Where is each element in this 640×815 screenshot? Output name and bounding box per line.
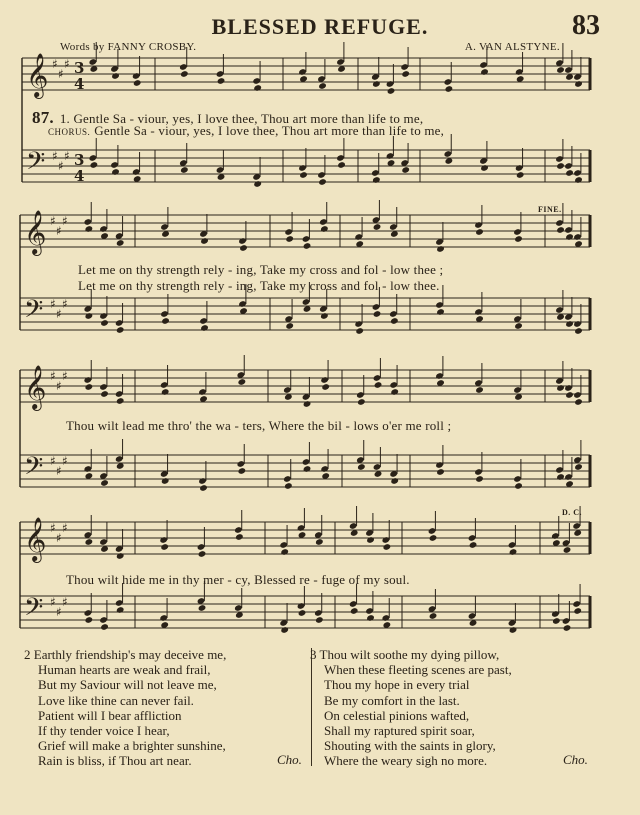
note-head — [383, 543, 392, 551]
note-head — [373, 310, 382, 318]
note-head — [303, 400, 312, 408]
note-head — [238, 378, 247, 386]
note-head — [475, 386, 484, 394]
note-head — [298, 609, 307, 617]
time-signature: 3 — [74, 151, 85, 169]
bass-clef: 𝄢 — [24, 593, 44, 628]
verse-3-chorus-cue: Cho. — [563, 752, 588, 767]
sharp-sign: ♯ — [56, 605, 62, 619]
note-head — [469, 541, 478, 549]
note-head — [315, 616, 324, 624]
bass-clef: 𝄢 — [24, 295, 44, 330]
note-head — [239, 244, 248, 252]
lyric-verse1-line1: 87. 1. Gentle Sa - viour, yes, I love thee, Thou art more than life to me, — [32, 108, 424, 127]
note-head — [320, 312, 329, 320]
verse-3-line: Shall my raptured spirit soar, — [324, 723, 475, 739]
note-head — [373, 223, 382, 231]
note-head — [436, 308, 445, 316]
note-head — [180, 70, 189, 78]
verse-3-line: Thou wilt soothe my dying pillow, — [319, 647, 500, 662]
sharp-sign: ♯ — [58, 159, 64, 173]
note-head — [198, 604, 207, 612]
note-head — [320, 225, 329, 233]
note-head — [514, 482, 523, 490]
note-head — [85, 225, 94, 233]
note-head — [514, 235, 523, 243]
chorus-label: CHORUS. — [48, 127, 91, 137]
note-head — [116, 326, 125, 334]
sharp-sign: ♯ — [62, 454, 68, 468]
note-head — [318, 82, 327, 90]
sharp-sign: ♯ — [56, 531, 62, 545]
note-head — [200, 237, 209, 245]
note-head — [372, 80, 381, 88]
hymn-number: 87. — [32, 108, 54, 127]
note-head — [100, 319, 109, 327]
sharp-sign: ♯ — [56, 464, 62, 478]
bass-clef: 𝄢 — [24, 452, 44, 487]
note-head — [355, 327, 364, 335]
verse-3-line: Be my comfort in the last. — [324, 692, 460, 708]
note-head — [200, 324, 209, 332]
note-head — [436, 468, 445, 476]
note-head — [390, 477, 399, 485]
sharp-sign: ♯ — [50, 454, 56, 468]
note-head — [565, 233, 574, 241]
note-head — [429, 534, 438, 542]
note-head — [160, 543, 169, 551]
note-head — [299, 171, 308, 179]
verse-3-line: On celestial pinions wafted, — [324, 707, 470, 723]
note-head — [161, 477, 170, 485]
note-head — [238, 467, 247, 475]
note-head — [180, 166, 189, 174]
note-head — [116, 606, 125, 614]
sharp-sign: ♯ — [64, 57, 70, 71]
note-head — [198, 550, 207, 558]
sharp-sign: ♯ — [62, 369, 68, 383]
note-head — [100, 623, 109, 631]
sharp-sign: ♯ — [50, 369, 56, 383]
verse-2-line: Earthly friendship's may deceive me, — [33, 647, 227, 662]
note-head — [574, 327, 583, 335]
note-head — [372, 176, 381, 184]
sharp-sign: ♯ — [50, 214, 56, 228]
lyric-line2a: Let me on thy strength rely - ing, Take my cross and fol - low thee ; — [78, 262, 444, 277]
sharp-sign: ♯ — [62, 214, 68, 228]
note-head — [280, 626, 289, 634]
lyric-chorus-line1: CHORUS. Gentle Sa - viour, yes, I love thee, Thou art more than life to me, — [48, 123, 445, 138]
note-head — [199, 484, 208, 492]
verse-2-line: Rain is bliss, if Thou art near. — [38, 753, 192, 769]
verse-3-number: 3 — [310, 647, 317, 662]
note-head — [85, 383, 94, 391]
treble-clef: 𝄞 — [24, 365, 47, 409]
note-head — [509, 626, 518, 634]
note-head — [552, 617, 561, 625]
note-head — [390, 388, 399, 396]
note-head — [480, 164, 489, 172]
note-head — [556, 473, 565, 481]
note-head — [445, 85, 454, 93]
time-signature: 4 — [74, 75, 85, 93]
note-head — [374, 381, 383, 389]
note-head — [366, 614, 375, 622]
note-head — [475, 228, 484, 236]
verse-2-line: Patient will I bear affliction — [38, 707, 182, 723]
note-head — [315, 538, 324, 546]
dc-mark: D. C. — [562, 508, 583, 517]
treble-clef: 𝄞 — [26, 53, 49, 97]
note-head — [217, 77, 226, 85]
sharp-sign: ♯ — [52, 149, 58, 163]
note-head — [116, 239, 125, 247]
note-head — [574, 398, 583, 406]
verse-3-line: When these fleeting scenes are past, — [324, 662, 512, 678]
note-head — [116, 397, 125, 405]
sharp-sign: ♯ — [62, 595, 68, 609]
fine-mark: FINE. — [538, 205, 562, 214]
lyric-line2b: Let me on thy strength rely - ing, Take my cross and fol - low thee. — [78, 278, 440, 293]
sharp-sign: ♯ — [50, 595, 56, 609]
sharp-sign: ♯ — [52, 57, 58, 71]
sharp-sign: ♯ — [64, 149, 70, 163]
note-head — [133, 79, 142, 87]
page-number: 83 — [572, 10, 600, 41]
note-head — [111, 72, 120, 80]
note-head — [556, 226, 565, 234]
note-head — [480, 68, 489, 76]
note-head — [100, 390, 109, 398]
note-head — [285, 322, 294, 330]
note-head — [85, 616, 94, 624]
note-head — [565, 169, 574, 177]
verse-3 — [310, 647, 512, 769]
sharp-sign: ♯ — [50, 521, 56, 535]
note-head — [475, 475, 484, 483]
note-head — [337, 161, 346, 169]
note-head — [556, 66, 565, 74]
verse-3-line: Thou my hope in every trial — [324, 677, 470, 693]
verse-2-chorus-cue: Cho. — [277, 752, 302, 767]
note-head — [574, 176, 583, 184]
verse-3-line: Shouting with the saints in glory, — [324, 738, 496, 754]
note-head — [321, 383, 330, 391]
note-head — [303, 242, 312, 250]
verse-2 — [24, 647, 226, 769]
note-head — [285, 235, 294, 243]
time-signature: 4 — [74, 167, 85, 185]
note-head — [565, 391, 574, 399]
sharp-sign: ♯ — [62, 521, 68, 535]
note-head — [556, 162, 565, 170]
note-head — [357, 463, 366, 471]
verse-2-line: Grief will make a brighter sunshine, — [38, 738, 226, 754]
note-head — [556, 384, 565, 392]
note-head — [574, 463, 583, 471]
note-head — [514, 322, 523, 330]
note-head — [429, 612, 438, 620]
note-head — [366, 536, 375, 544]
sharp-sign: ♯ — [58, 67, 64, 81]
note-head — [253, 180, 262, 188]
lyric-line4: Thou wilt hide me in thy mer - cy, Blessed re - fuge of my soul. — [66, 572, 410, 587]
note-head — [565, 320, 574, 328]
note-head — [390, 317, 399, 325]
note-head — [516, 171, 525, 179]
composer-credit: A. VAN ALSTYNE. — [464, 41, 560, 53]
sharp-sign: ♯ — [56, 307, 62, 321]
verse-2-line: Human hearts are weak and frail, — [38, 662, 211, 678]
sharp-sign: ♯ — [62, 297, 68, 311]
note-head — [387, 87, 396, 95]
note-head — [436, 245, 445, 253]
note-head — [100, 479, 109, 487]
verse-3-line: Where the weary sigh no more. — [324, 753, 488, 769]
note-head — [350, 607, 359, 615]
note-head — [573, 607, 582, 615]
verse-2-number: 2 — [24, 647, 31, 662]
note-head — [401, 70, 410, 78]
note-head — [357, 398, 366, 406]
note-head — [401, 166, 410, 174]
note-head — [284, 482, 293, 490]
verse-2-line: But my Saviour will not leave me, — [38, 677, 217, 693]
note-head — [280, 548, 289, 556]
time-signature: 3 — [74, 59, 85, 77]
bass-clef: 𝄢 — [26, 147, 46, 182]
note-head — [235, 533, 244, 541]
note-head — [161, 317, 170, 325]
treble-clef: 𝄞 — [24, 210, 47, 254]
lyric-line3: Thou wilt lead me thro' the wa - ters, Where the bil - lows o'er me roll ; — [66, 418, 452, 433]
lyricist-credit: Words by FANNY CROSBY. — [60, 41, 197, 53]
note-head — [509, 548, 518, 556]
note-head — [85, 312, 94, 320]
treble-clef: 𝄞 — [24, 517, 47, 561]
note-head — [116, 552, 125, 560]
note-head — [253, 84, 262, 92]
verse-2-line: Love like thine can never fail. — [38, 692, 194, 708]
note-head — [85, 538, 94, 546]
sharp-sign: ♯ — [56, 224, 62, 238]
note-head — [303, 465, 312, 473]
note-head — [563, 546, 572, 554]
note-head — [563, 624, 572, 632]
note-head — [574, 80, 583, 88]
sharp-sign: ♯ — [56, 379, 62, 393]
note-head — [161, 388, 170, 396]
sharp-sign: ♯ — [50, 297, 56, 311]
note-head — [318, 178, 327, 186]
verse-2-line: If thy tender voice I hear, — [38, 723, 170, 739]
note-head — [111, 168, 120, 176]
note-head — [90, 161, 99, 169]
page-title: BLESSED REFUGE. — [211, 14, 429, 39]
